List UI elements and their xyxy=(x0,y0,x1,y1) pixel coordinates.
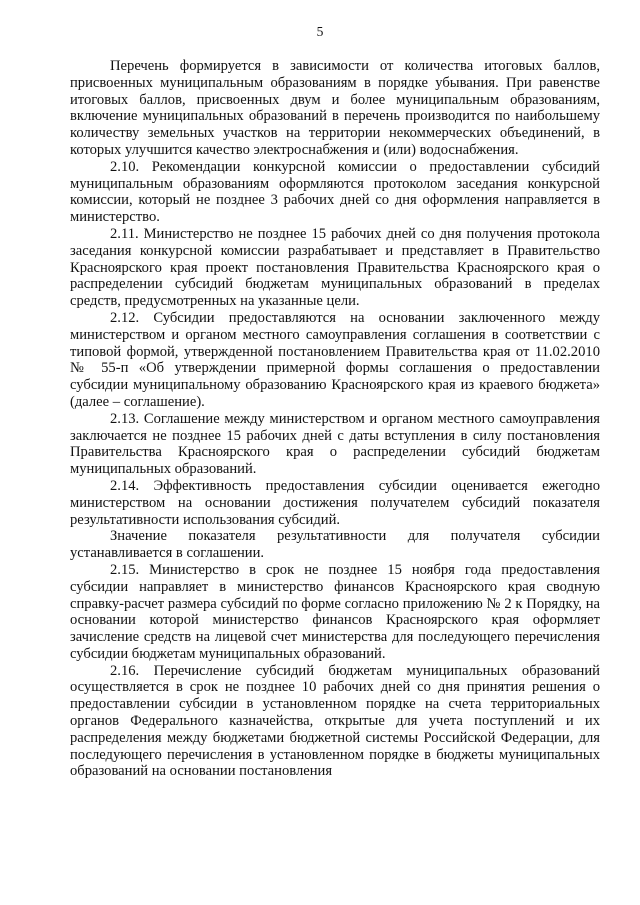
paragraph-2-13: 2.13. Соглашение между министерством и органом местного самоуправления заключается не позднее 15 рабочих дней с даты вступления в силу постановления Правительства Красноярского края о распределении субсидий бюджетам муниципальных образований. xyxy=(70,410,600,478)
paragraph-indicator-value: Значение показателя результативности для получателя субсидии устанавливается в соглашении. xyxy=(70,528,600,562)
paragraph-2-10: 2.10. Рекомендации конкурсной комиссии о предоставлении субсидий муниципальным образованиям оформляются протоколом заседания конкурсной комиссии, который не позднее 3 рабочих дней со дня оформления направляется в министерство. xyxy=(70,158,600,226)
paragraph-2-12: 2.12. Субсидии предоставляются на основании заключенного между министерством и органом местного самоуправления соглашения в соответствии с типовой формой, утвержденной постановлением Правительства края от 11.02.2010 № 55-п «Об утверждении примерной формы соглашения о предоставлении субсидии муниципальному образованию Красноярского края из краевого бюджета» (далее – соглашение). xyxy=(70,309,600,410)
document-body xyxy=(70,58,600,780)
paragraph-ranking-list: Перечень формируется в зависимости от количества итоговых баллов, присвоенных муниципальным образованиям в порядке убывания. При равенстве итоговых баллов, присвоенных двум и более муниципальным образованиям, включение муниципальных образований в перечень производится по наибольшему количеству земельных участков на территории некоммерческих объединений, в которых улучшится качество электроснабжения и (или) водоснабжения. xyxy=(70,58,600,158)
paragraph-2-14: 2.14. Эффективность предоставления субсидии оценивается ежегодно министерством на основании достижения получателем субсидий показателя результативности использования субсидий. xyxy=(70,477,600,528)
paragraph-2-16: 2.16. Перечисление субсидий бюджетам муниципальных образований осуществляется в срок не позднее 10 рабочих дней со дня принятия решения о предоставлении субсидии в установленном порядке на счета территориальных органов Федерального казначейства, открытые для учета поступлений и их распределения между бюджетами бюджетной системы Российской Федерации, для последующего перечисления в установленном порядке в бюджеты муниципальных образований на основании постановления xyxy=(70,662,600,780)
page-number: 5 xyxy=(316,24,324,39)
paragraph-2-15: 2.15. Министерство в срок не позднее 15 ноября года предоставления субсидии направляет в министерство финансов Красноярского края сводную справку-расчет размера субсидий по форме согласно приложению № 2 к Порядку, на основании которой министерство финансов Красноярского края оформляет зачисление средств на лицевой счет министерства для последующего перечисления субсидии бюджетам муниципальных образований. xyxy=(70,561,600,662)
paragraph-2-11: 2.11. Министерство не позднее 15 рабочих дней со дня получения протокола заседания конкурсной комиссии разрабатывает и представляет в Правительство Красноярского края проект постановления Правительства Красноярского края о распределении субсидий бюджетам муниципальных образований в пределах средств, предусмотренных на указанные цели. xyxy=(70,225,600,310)
